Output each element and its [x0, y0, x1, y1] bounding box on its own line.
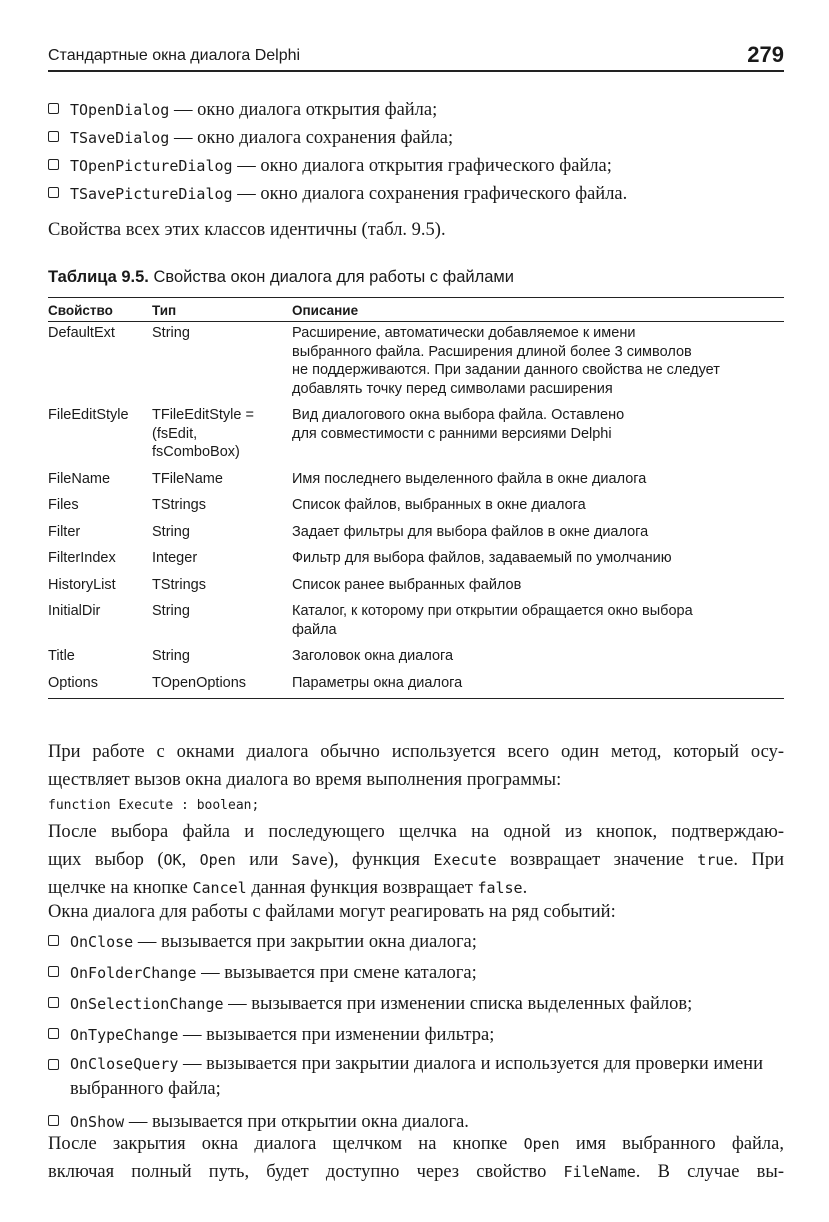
- cell-type: String: [152, 603, 190, 619]
- table-row: [48, 494, 784, 521]
- code-true: true: [697, 851, 734, 869]
- running-header-title: Стандартные окна диалога Delphi: [48, 47, 301, 64]
- cell-property: Files: [48, 497, 79, 513]
- code-line: [48, 792, 784, 818]
- description-line: Заголовок окна диалога: [292, 648, 454, 664]
- table-caption-text: Свойства окон диалога для работы с файлами: [148, 268, 514, 286]
- cell-description: [292, 672, 784, 699]
- properties-table: [48, 297, 784, 699]
- table-row: [48, 468, 784, 495]
- description-line: Список файлов, выбранных в окне диалога: [292, 497, 586, 513]
- text-run: имя выбранного файла,: [559, 1134, 784, 1154]
- list-item: [48, 1021, 784, 1049]
- paragraph-method: [48, 738, 784, 794]
- cell-property: Options: [48, 672, 152, 699]
- cell-type: TStrings: [152, 497, 206, 513]
- class-name: TSavePictureDialog: [70, 185, 233, 203]
- text-run: После закрытия окна диалога щелчком на кнопке: [48, 1134, 524, 1154]
- cell-property: Filter: [48, 523, 81, 540]
- list-item-text: — вызывается при закрытии диалога и используется для проверки имени выбранного файла;: [70, 1054, 763, 1099]
- checkbox-bullet-icon: [48, 159, 59, 170]
- cell-description: [292, 404, 784, 468]
- class-name: TOpenDialog: [70, 101, 170, 119]
- list-item-text: — вызывается при смене каталога;: [196, 963, 477, 983]
- event-list: [48, 928, 784, 1136]
- cell-type: String: [152, 648, 190, 664]
- paragraph-identical: Свойства всех этих классов идентичны (табл. 9.5).: [48, 220, 446, 240]
- description-line: выбранного файла. Расширения длиной более 3 символов: [292, 343, 692, 360]
- code-text: function Execute : boolean;: [48, 798, 260, 813]
- cell-type: TStrings: [152, 576, 206, 593]
- description-line: файла: [292, 621, 337, 638]
- code-false: false: [477, 879, 523, 897]
- table-row: [48, 404, 784, 468]
- page-number: 279: [747, 42, 784, 67]
- paragraph-line: [48, 1158, 784, 1186]
- description-line: для совместимости с ранними версиями Delphi: [292, 425, 612, 442]
- event-name: OnTypeChange: [70, 1026, 179, 1044]
- running-header: [48, 38, 784, 72]
- list-item-text: — окно диалога сохранения файла;: [169, 128, 454, 148]
- list-item: [48, 1052, 784, 1102]
- list-item-text: — окно диалога сохранения графического файла.: [232, 184, 628, 204]
- text-run: .: [522, 878, 528, 898]
- list-item: [48, 124, 784, 152]
- table-caption: [48, 268, 514, 287]
- description-line: Расширение, автоматически добавляемое к имени: [292, 325, 636, 341]
- book-page: [48, 0, 784, 1222]
- table-row: [48, 521, 784, 548]
- checkbox-bullet-icon: [48, 997, 59, 1008]
- cell-property: FileEditStyle: [48, 407, 129, 423]
- cell-type: String: [152, 325, 190, 341]
- description-line: Задает фильтры для выбора файлов в окне диалога: [292, 523, 649, 540]
- checkbox-bullet-icon: [48, 1028, 59, 1039]
- cell-description: [292, 468, 784, 495]
- paragraph-line: После выбора файла и последующего щелчка на одной из кнопок, подтверждаю-: [48, 822, 784, 842]
- list-item: [48, 928, 784, 956]
- cell-description: [292, 600, 784, 645]
- column-header-description: Описание: [292, 298, 784, 322]
- code-open: Open: [199, 851, 236, 869]
- cell-type: TFileEditStyle = (fsEdit, fsComboBox): [152, 407, 254, 460]
- cell-description: [292, 494, 784, 521]
- paragraph-line: [48, 1130, 784, 1158]
- checkbox-bullet-icon: [48, 935, 59, 946]
- event-name: OnClose: [70, 933, 134, 951]
- class-name: TOpenPictureDialog: [70, 157, 233, 175]
- event-name: OnFolderChange: [70, 964, 197, 982]
- checkbox-bullet-icon: [48, 966, 59, 977]
- list-item-text: — вызывается при открытии окна диалога.: [124, 1112, 469, 1132]
- cell-type: TOpenOptions: [152, 672, 292, 699]
- checkbox-bullet-icon: [48, 1059, 59, 1070]
- cell-description: [292, 521, 784, 548]
- table-header-row: [48, 298, 784, 322]
- checkbox-bullet-icon: [48, 131, 59, 142]
- code-filename: FileName: [563, 1163, 636, 1181]
- description-line: Имя последнего выделенного файла в окне диалога: [292, 470, 647, 487]
- table-row: [48, 574, 784, 601]
- checkbox-bullet-icon: [48, 187, 59, 198]
- text-run: . В случае вы-: [635, 1162, 785, 1182]
- description-line: Фильтр для выбора файлов, задаваемый по умолчанию: [292, 550, 672, 566]
- table-row: [48, 322, 784, 405]
- column-header-property: Свойство: [48, 298, 152, 322]
- list-item: [48, 180, 784, 208]
- paragraph-events: Окна диалога для работы с файлами могут реагировать на ряд событий:: [48, 902, 616, 922]
- description-line: добавлять точку перед символами расширения: [292, 380, 613, 397]
- table-row: [48, 645, 784, 672]
- cell-description: [292, 322, 784, 405]
- table-caption-label: Таблица 9.5.: [48, 268, 149, 286]
- cell-type: Integer: [152, 550, 198, 566]
- code-save: Save: [291, 851, 328, 869]
- paragraph-line: [48, 846, 784, 874]
- table-row: [48, 672, 784, 699]
- cell-type: String: [152, 523, 190, 540]
- cell-description: [292, 574, 784, 601]
- table-row: [48, 600, 784, 645]
- description-line: Параметры окна диалога: [292, 674, 463, 691]
- code-execute: Execute: [433, 851, 497, 869]
- list-item-text: — окно диалога открытия файла;: [169, 100, 438, 120]
- cell-description: [292, 645, 784, 672]
- list-item: [48, 152, 784, 180]
- code-ok: OK: [163, 851, 182, 869]
- dialog-class-list: [48, 96, 784, 208]
- description-line: Список ранее выбранных файлов: [292, 576, 522, 593]
- list-item: [48, 96, 784, 124]
- cell-property: FileName: [48, 470, 111, 487]
- code-open: Open: [523, 1135, 560, 1153]
- event-name: OnSelectionChange: [70, 995, 224, 1013]
- paragraph-line: При работе с окнами диалога обычно используется всего один метод, который осу-: [48, 742, 784, 762]
- column-header-type: Тип: [152, 298, 292, 322]
- list-item: [48, 990, 784, 1018]
- paragraph-line: ществляет вызов окна диалога во время выполнения программы:: [48, 770, 562, 790]
- cell-type: TFileName: [152, 470, 223, 487]
- list-item-text: — вызывается при изменении фильтра;: [178, 1025, 495, 1045]
- event-name: OnCloseQuery: [70, 1055, 179, 1073]
- text-run: или: [235, 850, 292, 870]
- cell-property: FilterIndex: [48, 550, 116, 566]
- text-run: щелчке на кнопке: [48, 878, 193, 898]
- code-cancel: Cancel: [192, 879, 247, 897]
- cell-property: InitialDir: [48, 603, 101, 619]
- list-item-text: — окно диалога открытия графического файла;: [232, 156, 612, 176]
- cell-property: HistoryList: [48, 576, 116, 593]
- text-run: данная функция возвращает: [246, 878, 478, 898]
- text-run: включая полный путь, будет доступно через свойство: [48, 1162, 564, 1182]
- cell-description: [292, 547, 784, 574]
- paragraph-last: [48, 1130, 784, 1186]
- text-run: . При: [733, 850, 784, 870]
- checkbox-bullet-icon: [48, 103, 59, 114]
- text-run: возвращает значение: [496, 850, 698, 870]
- table-row: [48, 547, 784, 574]
- description-line: Каталог, к которому при открытии обращается окно выбора: [292, 603, 693, 619]
- cell-property: DefaultExt: [48, 325, 115, 341]
- text-run: ), функция: [327, 850, 434, 870]
- checkbox-bullet-icon: [48, 1115, 59, 1126]
- list-item-text: — вызывается при изменении списка выделенных файлов;: [223, 994, 693, 1014]
- description-line: не поддерживаются. При задании данного свойства не следует: [292, 362, 720, 378]
- text-run: щих выбор (: [48, 850, 164, 870]
- text-run: ,: [181, 850, 200, 870]
- list-item-text: — вызывается при закрытии окна диалога;: [133, 932, 477, 952]
- event-name: OnShow: [70, 1113, 125, 1131]
- paragraph-after-selection: [48, 818, 784, 902]
- description-line: Вид диалогового окна выбора файла. Оставлено: [292, 407, 625, 423]
- class-name: TSaveDialog: [70, 129, 170, 147]
- cell-property: Title: [48, 648, 75, 664]
- list-item: [48, 959, 784, 987]
